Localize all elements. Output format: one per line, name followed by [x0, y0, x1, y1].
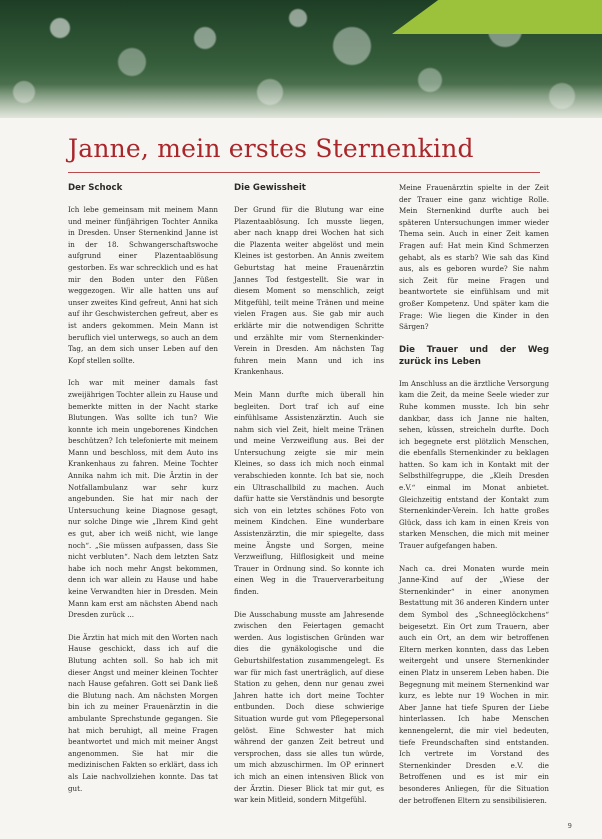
- column-left: [68, 182, 218, 805]
- paragraph: Im Anschluss an die ärztliche Versorgung kam die Zeit, da meine Seele wieder zur Ruhe kommen musste. Ich bin sehr dankbar, dass ich Janne nie halten, sehen, küssen, streicheln durfte. Doch ich begegnete erst plötzlich Menschen, die ebenfalls Sternenkinder zu beklagen hatten. So kam ich in Kontakt mit der Selbsthilfegruppe, die „Kleih Dresden e.V.“ einmal im Monat anbietet. Gleichzeitig entstand der Kontakt zum Sternenkinder-Verein. Ich hatte großes Glück, dass ich kam in einen Kreis von starken Menschen, die mich mit meiner Trauer aufgefangen haben.: [399, 378, 549, 551]
- paragraph: Meine Frauenärztin spielte in der Zeit der Trauer eine ganz wichtige Rolle. Mein Sternenkind durfte auch bei späteren Untersuchungen immer wieder Thema sein. Auch in einer Zeit kamen Fragen auf: Hat mein Kind Schmerzen gehabt, als es starb? Wie sah das Kind aus, als es geboren wurde? Sie nahm sich Zeit für meine Fragen und beantwortete sie einfühlsam und mit großer Kompetenz. Und später kam die Frage: Wie liegen die Kinder in den Särgen?: [399, 183, 549, 332]
- column-middle: [234, 182, 384, 817]
- article-title: Janne, mein erstes Sternenkind: [68, 134, 474, 163]
- section-heading: Die Trauer und der Weg zurück ins Leben: [399, 344, 549, 367]
- paragraph: Mein Mann durfte mich überall hin begleiten. Dort traf ich auf eine einfühlsame Assistenzärztin. Auch sie nahm sich viel Zeit, hielt meine Tränen und meine Verzweiflung aus. Bei der Untersuchung zeigte sie mir mein Kleines, so dass ich mich noch einmal verabschieden konnte. Ich bat sie, noch ein Ultraschallbild zu machen. Auch dafür hatte sie Verständnis und besorgte sich von ein letztes schönes Foto von meinem Kindchen. Eine wunderbare Assistenzärztin, die mir spiegelte, dass meine Ängste und Sorgen, meine Verzweiflung, Hilflosigkeit und meine Trauer in Ordnung sind. So konnte ich einen Weg in die Trauerverarbeitung finden.: [234, 389, 384, 596]
- title-rule: [68, 172, 540, 173]
- paragraph: Nach ca. drei Monaten wurde mein Janne-Kind auf der „Wiese der Sternenkinder“ in einer anonymen Bestattung mit 36 anderen Kindern unter dem Symbol des „Schneeglöckchens“ beigesetzt. Ein Ort zum Trauern, aber auch ein Ort, an dem wir betroffenen Eltern merken konnten, dass das Leben weitergeht und unsere Sternenkinder einen Platz in unserem Leben haben. Die Begegnung mit meinem Sternenkind war kurz, es lebte nur 19 Wochen in mir. Aber Janne hat tiefe Spuren der Liebe hinterlassen. Ich habe Menschen kennengelernt, die mir viel bedeuten, tiefe Freundschaften sind entstanden. Ich vertrete im Vorstand des Sternenkinder Dresden e.V. die Betroffenen und es ist mir ein besonderes Anliegen, für die Situation der betroffenen Eltern zu sensibilisieren.: [399, 563, 549, 805]
- page-number: 9: [567, 822, 572, 830]
- paragraph: Der Grund für die Blutung war eine Plazentaablösung. Ich musste liegen, aber nach knapp drei Wochen hat sich die Plazenta weiter abgelöst und mein Kleines ist gestorben. An Annis zweitem Geburtstag hat meine Frauenärztin Jannes Tod festgestellt. Sie war in diesem Moment so menschlich, zeigt Mitgefühl, teilt meine Tränen und meine vielen Fragen aus. Sie gab mir auch erklärte mir die notwendigen Schritte und erzählte mir vom Sternenkinder-Verein in Dresden. Am nächsten Tag fuhren mein Mann und ich ins Krankenhaus.: [234, 205, 384, 377]
- paragraph: Ich war mit meiner damals fast zweijährigen Tochter allein zu Hause und bemerkte mitten in der Nacht starke Blutungen. Was sollte ich tun? Wie konnte ich mein ungeborenes Kindchen beschützen? Ich telefonierte mit meinem Mann und beschloss, mit dem Auto ins Krankenhaus zu fahren. Meine Tochter Annika nahm ich mit. Die Ärztin in der Notfallambulanz war sehr kurz angebunden. Sie hat mir nach der Untersuchung keine Diagnose gesagt, nur solche Dinge wie „Ihrem Kind geht es gut, aber ich weiß nicht, wie lange noch“. „Sie müssen aufpassen, dass Sie nicht verbluten“. Nach dem letzten Satz habe ich noch mehr Angst bekommen, denn ich war allein zu Hause und habe keine Verwandten hier in Dresden. Mein Mann kam erst am nächsten Abend nach Dresden zurück ...: [68, 378, 218, 620]
- paragraph: Die Ausschabung musste am Jahresende zwischen den Feiertagen gemacht werden. Aus logistischen Gründen war dies die gynäkologische und die Geburtshilfestation zusammengelegt. Es war für mich fast unerträglich, auf diese Station zu gehen, denn nur genau zwei Jahren hatte ich dort meine Tochter entbunden. Doch diese schwierige Situation wurde gut vom Pflegepersonal gelöst. Eine Schwester hat mich während der ganzen Zeit betreut und versprochen, dass sie alles tun würde, um mich abzuschirmen. Im OP erinnert ich mich an einen intensiven Blick von der Ärztin. Dieser Blick tat mir gut, es war kein Mitleid, sondern Mitgefühl.: [234, 609, 384, 805]
- column-right: [399, 182, 549, 817]
- paragraph: Die Ärztin hat mich mit den Worten nach Hause geschickt, dass ich auf die Blutung achten soll. So hab ich mit dieser Angst und meiner kleinen Tochter nach Hause gefahren. Gott sei Dank ließ die Blutung nach. Am nächsten Morgen bin ich zu meiner Frauenärztin in die ambulante Sprechstunde gegangen. Sie hat mich beruhigt, all meine Fragen beantwortet und mich mit meiner Angst angenommen. Sie hat mir die medizinischen Fakten so erklärt, dass ich als Laie nachvollziehen konnte. Das tat gut.: [68, 632, 218, 793]
- section-heading: Der Schock: [68, 183, 123, 193]
- paragraph: Ich lebe gemeinsam mit meinem Mann und meiner fünfjährigen Tochter Annika in Dresden. Unser Sternenkind Janne ist in der 18. Schwangerschaftswoche aufgrund einer Plazentaablösung gestorben. Es war schrecklich und es hat mir den Boden unter den Füßen weggezogen. Wir alle hatten uns auf unser zweites Kind gefreut, Anni hat sich auf ihr Geschwisterchen gefreut, aber es ist anders gekommen. Mein Mann ist beruflich viel unterwegs, so auch an dem Tag, an dem sich unser Leben auf den Kopf stellen sollte.: [68, 205, 218, 365]
- section-heading: Die Gewissheit: [234, 183, 306, 193]
